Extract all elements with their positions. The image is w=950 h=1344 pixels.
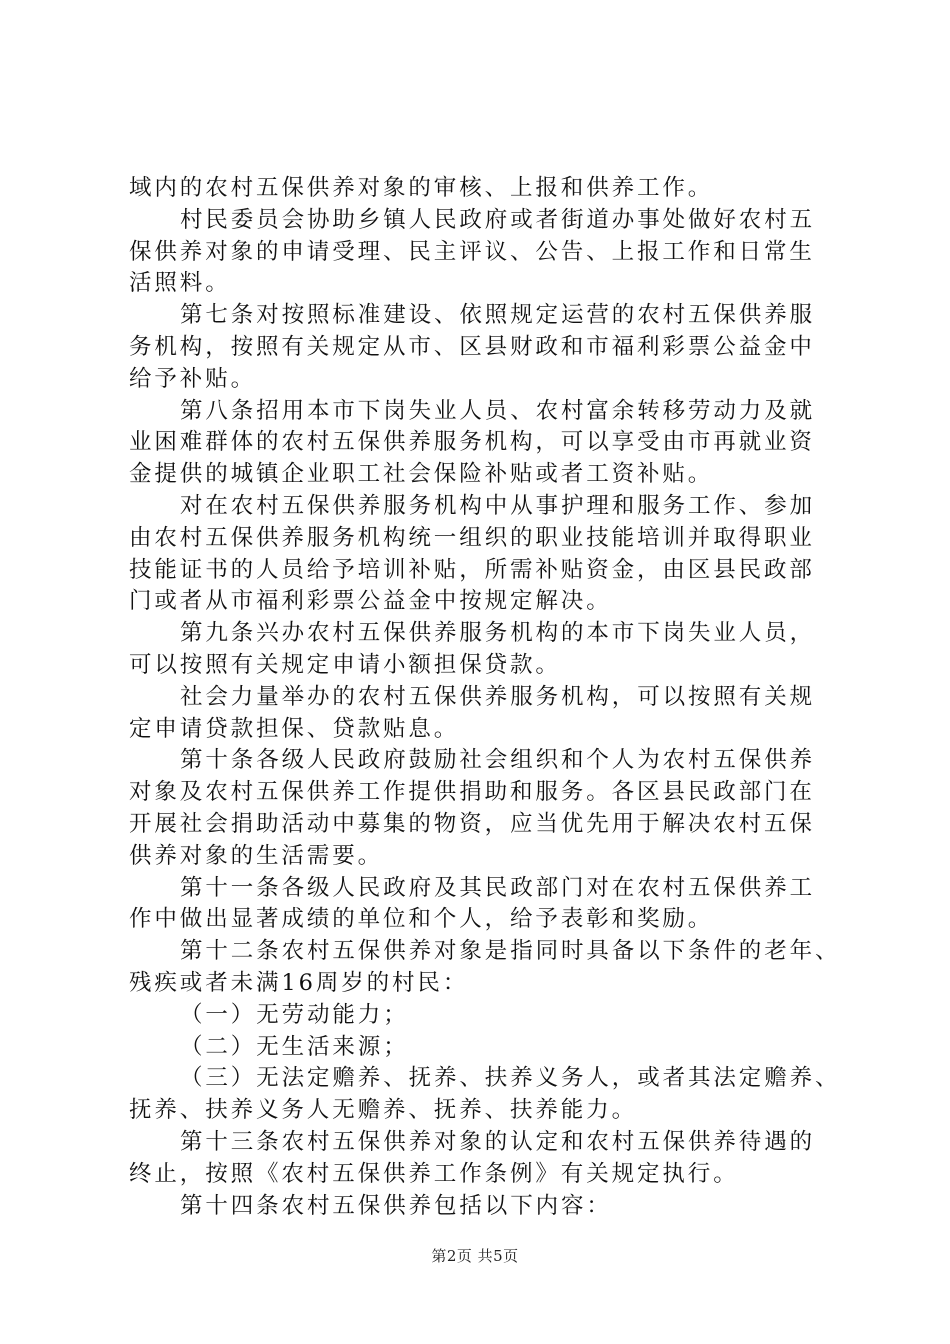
text-line: 定申请贷款担保、贷款贴息。 [129, 715, 460, 742]
text-line: 对象及农村五保供养工作提供捐助和服务。各区县民政部门在 [129, 779, 815, 806]
text-line: 供养对象的生活需要。 [129, 842, 384, 869]
text-line: 域内的农村五保供养对象的审核、上报和供养工作。 [129, 175, 714, 201]
text-line: 第十三条农村五保供养对象的认定和农村五保供养待遇的 [180, 1128, 816, 1155]
text-line: 活照料。 [129, 270, 231, 297]
text-line: 业困难群体的农村五保供养服务机构，可以享受由市再就业资 [129, 429, 815, 456]
text-line: 务机构，按照有关规定从市、区县财政和市福利彩票公益金中 [129, 333, 815, 360]
text-line: 村民委员会协助乡镇人民政府或者街道办事处做好农村五 [180, 206, 816, 233]
text-line: 开展社会捐助活动中募集的物资，应当优先用于解决农村五保 [129, 810, 815, 837]
text-line: 终止，按照《农村五保供养工作条例》有关规定执行。 [129, 1160, 739, 1187]
text-line: 由农村五保供养服务机构统一组织的职业技能培训并取得职业 [129, 524, 815, 551]
text-line: 作中做出显著成绩的单位和个人，给予表彰和奖励。 [129, 906, 714, 933]
text-line: 金提供的城镇企业职工社会保险补贴或者工资补贴。 [129, 461, 714, 488]
page-footer: 第2页 共5页 [431, 1247, 519, 1265]
text-line: 第八条招用本市下岗失业人员、农村富余转移劳动力及就 [180, 397, 816, 424]
text-line: 残疾或者未满16周岁的村民： [129, 969, 469, 996]
text-line: （一）无劳动能力； [180, 1001, 409, 1028]
text-line: 第十四条农村五保供养包括以下内容： [180, 1192, 612, 1219]
text-line: 第十一条各级人民政府及其民政部门对在农村五保供养工 [180, 874, 816, 901]
text-line: 抚养、扶养义务人无赡养、抚养、扶养能力。 [129, 1097, 638, 1124]
text-line: 第十条各级人民政府鼓励社会组织和个人为农村五保供养 [180, 747, 816, 774]
document-body [129, 173, 849, 1222]
text-line: （二）无生活来源； [180, 1033, 409, 1060]
text-line: 对在农村五保供养服务机构中从事护理和服务工作、参加 [180, 492, 816, 519]
text-line: 第九条兴办农村五保供养服务机构的本市下岗失业人员， [180, 620, 816, 647]
text-line: 第七条对按照标准建设、依照规定运营的农村五保供养服 [180, 302, 816, 329]
text-line: 技能证书的人员给予培训补贴，所需补贴资金，由区县民政部 [129, 556, 815, 583]
text-line: 第十二条农村五保供养对象是指同时具备以下条件的老年、 [180, 938, 841, 965]
text-line: 门或者从市福利彩票公益金中按规定解决。 [129, 588, 612, 615]
text-line: 保供养对象的申请受理、民主评议、公告、上报工作和日常生 [129, 238, 815, 265]
text-line: 给予补贴。 [129, 365, 257, 392]
text-line: （三）无法定赡养、抚养、扶养义务人，或者其法定赡养、 [180, 1065, 841, 1092]
text-line: 社会力量举办的农村五保供养服务机构，可以按照有关规 [180, 683, 816, 710]
text-line: 可以按照有关规定申请小额担保贷款。 [129, 651, 561, 678]
